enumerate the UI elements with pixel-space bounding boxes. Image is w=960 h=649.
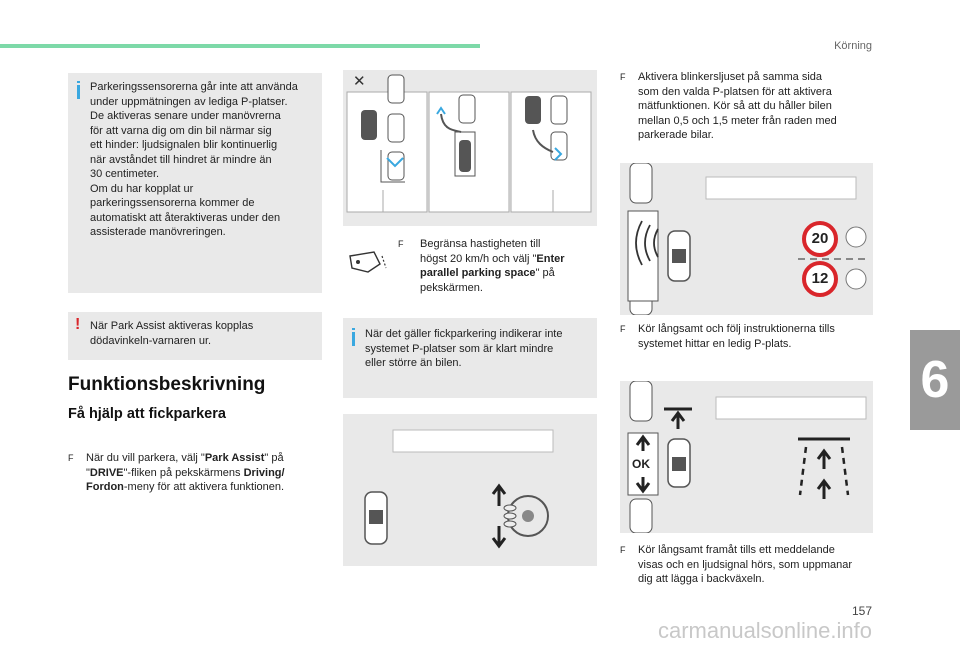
info-line: 30 centimeter.	[90, 168, 160, 180]
text: -meny för att aktivera funktionen.	[123, 481, 285, 493]
step-line	[86, 466, 328, 481]
step-line: dig att lägga i backväxeln.	[638, 573, 765, 585]
step-line: pekskärmen.	[420, 281, 483, 294]
step-line	[420, 266, 598, 281]
screen-modes-drawing	[343, 70, 597, 226]
step-line: som den valda P-platsen för att aktivera	[638, 85, 832, 98]
steering-wheel-icon	[504, 496, 548, 536]
steering-wheel-icon	[846, 227, 866, 247]
info-icon	[77, 85, 80, 99]
step-line: parkerade bilar.	[638, 129, 714, 141]
step-bullet: F	[620, 324, 626, 334]
measuring-drawing	[620, 163, 873, 315]
info-box-space-size	[343, 318, 597, 398]
step-line	[86, 451, 328, 466]
info-line: Parkeringssensorerna går inte att använda	[90, 81, 298, 93]
info-line: När det gäller fickparkering indikerar inte	[365, 328, 563, 340]
step-bullet: F	[398, 239, 404, 249]
section-heading: Funktionsbeskrivning	[68, 374, 266, 395]
step-line: Aktivera blinkersljuset på samma sida	[638, 71, 823, 83]
info-line: De aktiveras senare under manövrerna	[90, 110, 281, 122]
arrow-down-icon	[493, 526, 505, 546]
text: " på	[264, 452, 284, 464]
steering-wheel-icon	[846, 269, 866, 289]
text: "-fliken på pekskärmens	[123, 466, 244, 479]
steering-drawing	[343, 414, 597, 566]
info-icon	[352, 332, 355, 346]
info-line: eller större än bilen.	[365, 357, 462, 369]
info-line: Om du har kopplat ur	[90, 182, 194, 195]
warning-icon: !	[75, 316, 81, 333]
speed-limit-low: 12	[811, 270, 829, 287]
speed-limit-high: 20	[811, 230, 829, 247]
warning-line: dödavinkeln-varnaren ur.	[90, 334, 212, 347]
menu-term: parallel parking space	[420, 267, 536, 279]
info-line: ett hinder: ljudsignalen blir kontinuerlig	[90, 139, 278, 151]
step-line: systemet hittar en ledig P-plats.	[638, 337, 792, 350]
info-line: automatiskt att återaktiveras under den	[90, 211, 281, 224]
info-text	[90, 80, 320, 240]
step-line: Begränsa hastigheten till	[420, 238, 541, 250]
menu-term: DRIVE	[89, 466, 124, 479]
text: högst 20 km/h och välj "	[420, 252, 537, 265]
menu-term: Enter	[536, 252, 565, 265]
info-text	[365, 327, 595, 371]
subheading-wrap	[68, 406, 226, 422]
step-line: mätfunktionen. Kör så att du håller bilen	[638, 100, 832, 112]
step-line	[420, 252, 598, 267]
step-line: Kör långsamt framåt tills ett meddelande	[638, 544, 835, 556]
arrow-up-icon	[818, 481, 830, 499]
arrow-up-icon	[818, 451, 830, 469]
info-icon-dot	[77, 81, 80, 83]
info-line: för att varna dig om din bil närmar sig	[90, 124, 272, 137]
info-box-sensors	[68, 73, 322, 293]
parking-sensor-icon	[348, 250, 390, 276]
close-icon: ✕	[353, 73, 366, 90]
info-icon-dot	[352, 328, 355, 330]
text: När du vill parkera, välj "	[86, 452, 205, 464]
step-line: Kör långsamt och följ instruktionerna tills	[638, 323, 835, 335]
info-line: när avståndet till hindret är mindre än	[90, 153, 272, 166]
warning-line: När Park Assist aktiveras kopplas	[90, 320, 254, 332]
info-line: assisterade manövreringen.	[90, 226, 226, 238]
step-drive-forward	[620, 543, 880, 587]
text: "	[86, 466, 90, 479]
step-limit-speed	[398, 237, 598, 295]
menu-term: Park Assist	[204, 452, 265, 464]
illustration-steering	[343, 414, 597, 566]
step-line: mellan 0,5 och 1,5 meter från raden med	[638, 114, 837, 127]
space-found-drawing	[620, 381, 873, 533]
info-line: parkeringssensorerna kommer de	[90, 197, 255, 209]
page-number: 157	[851, 604, 872, 618]
illustration-measuring	[620, 163, 873, 315]
info-line: systemet P-platser som är klart mindre	[365, 342, 554, 355]
step-drive-slowly	[620, 322, 880, 351]
arrow-up-icon	[493, 486, 505, 506]
watermark: carmanualsonline.info	[657, 618, 872, 643]
warning-box	[68, 312, 322, 360]
illustration-screen-modes	[343, 70, 597, 226]
menu-term: Driving/	[243, 466, 285, 479]
arrow-up-icon	[672, 413, 684, 429]
info-line: under uppmätningen av lediga P-platser.	[90, 95, 288, 108]
step-line: visas och en ljudsignal hörs, som uppmanar	[638, 558, 853, 571]
menu-term: Fordon	[86, 481, 124, 493]
subheading: Få hjälp att fickparkera	[68, 406, 226, 422]
section-title: Körning	[834, 40, 872, 52]
warning-text	[90, 319, 320, 348]
step-bullet: F	[620, 545, 626, 555]
step-bullet: F	[620, 72, 626, 82]
header-accent-bar	[0, 44, 480, 48]
text: " på	[535, 267, 555, 279]
ok-label: OK	[632, 457, 650, 471]
section-heading-wrap	[68, 374, 265, 396]
step-indicator	[620, 70, 880, 143]
illustration-space-found	[620, 381, 873, 533]
step-line	[86, 480, 328, 495]
step-bullet: F	[68, 453, 74, 463]
step-select-park-assist	[68, 451, 328, 495]
chapter-tab: 6	[910, 330, 960, 430]
